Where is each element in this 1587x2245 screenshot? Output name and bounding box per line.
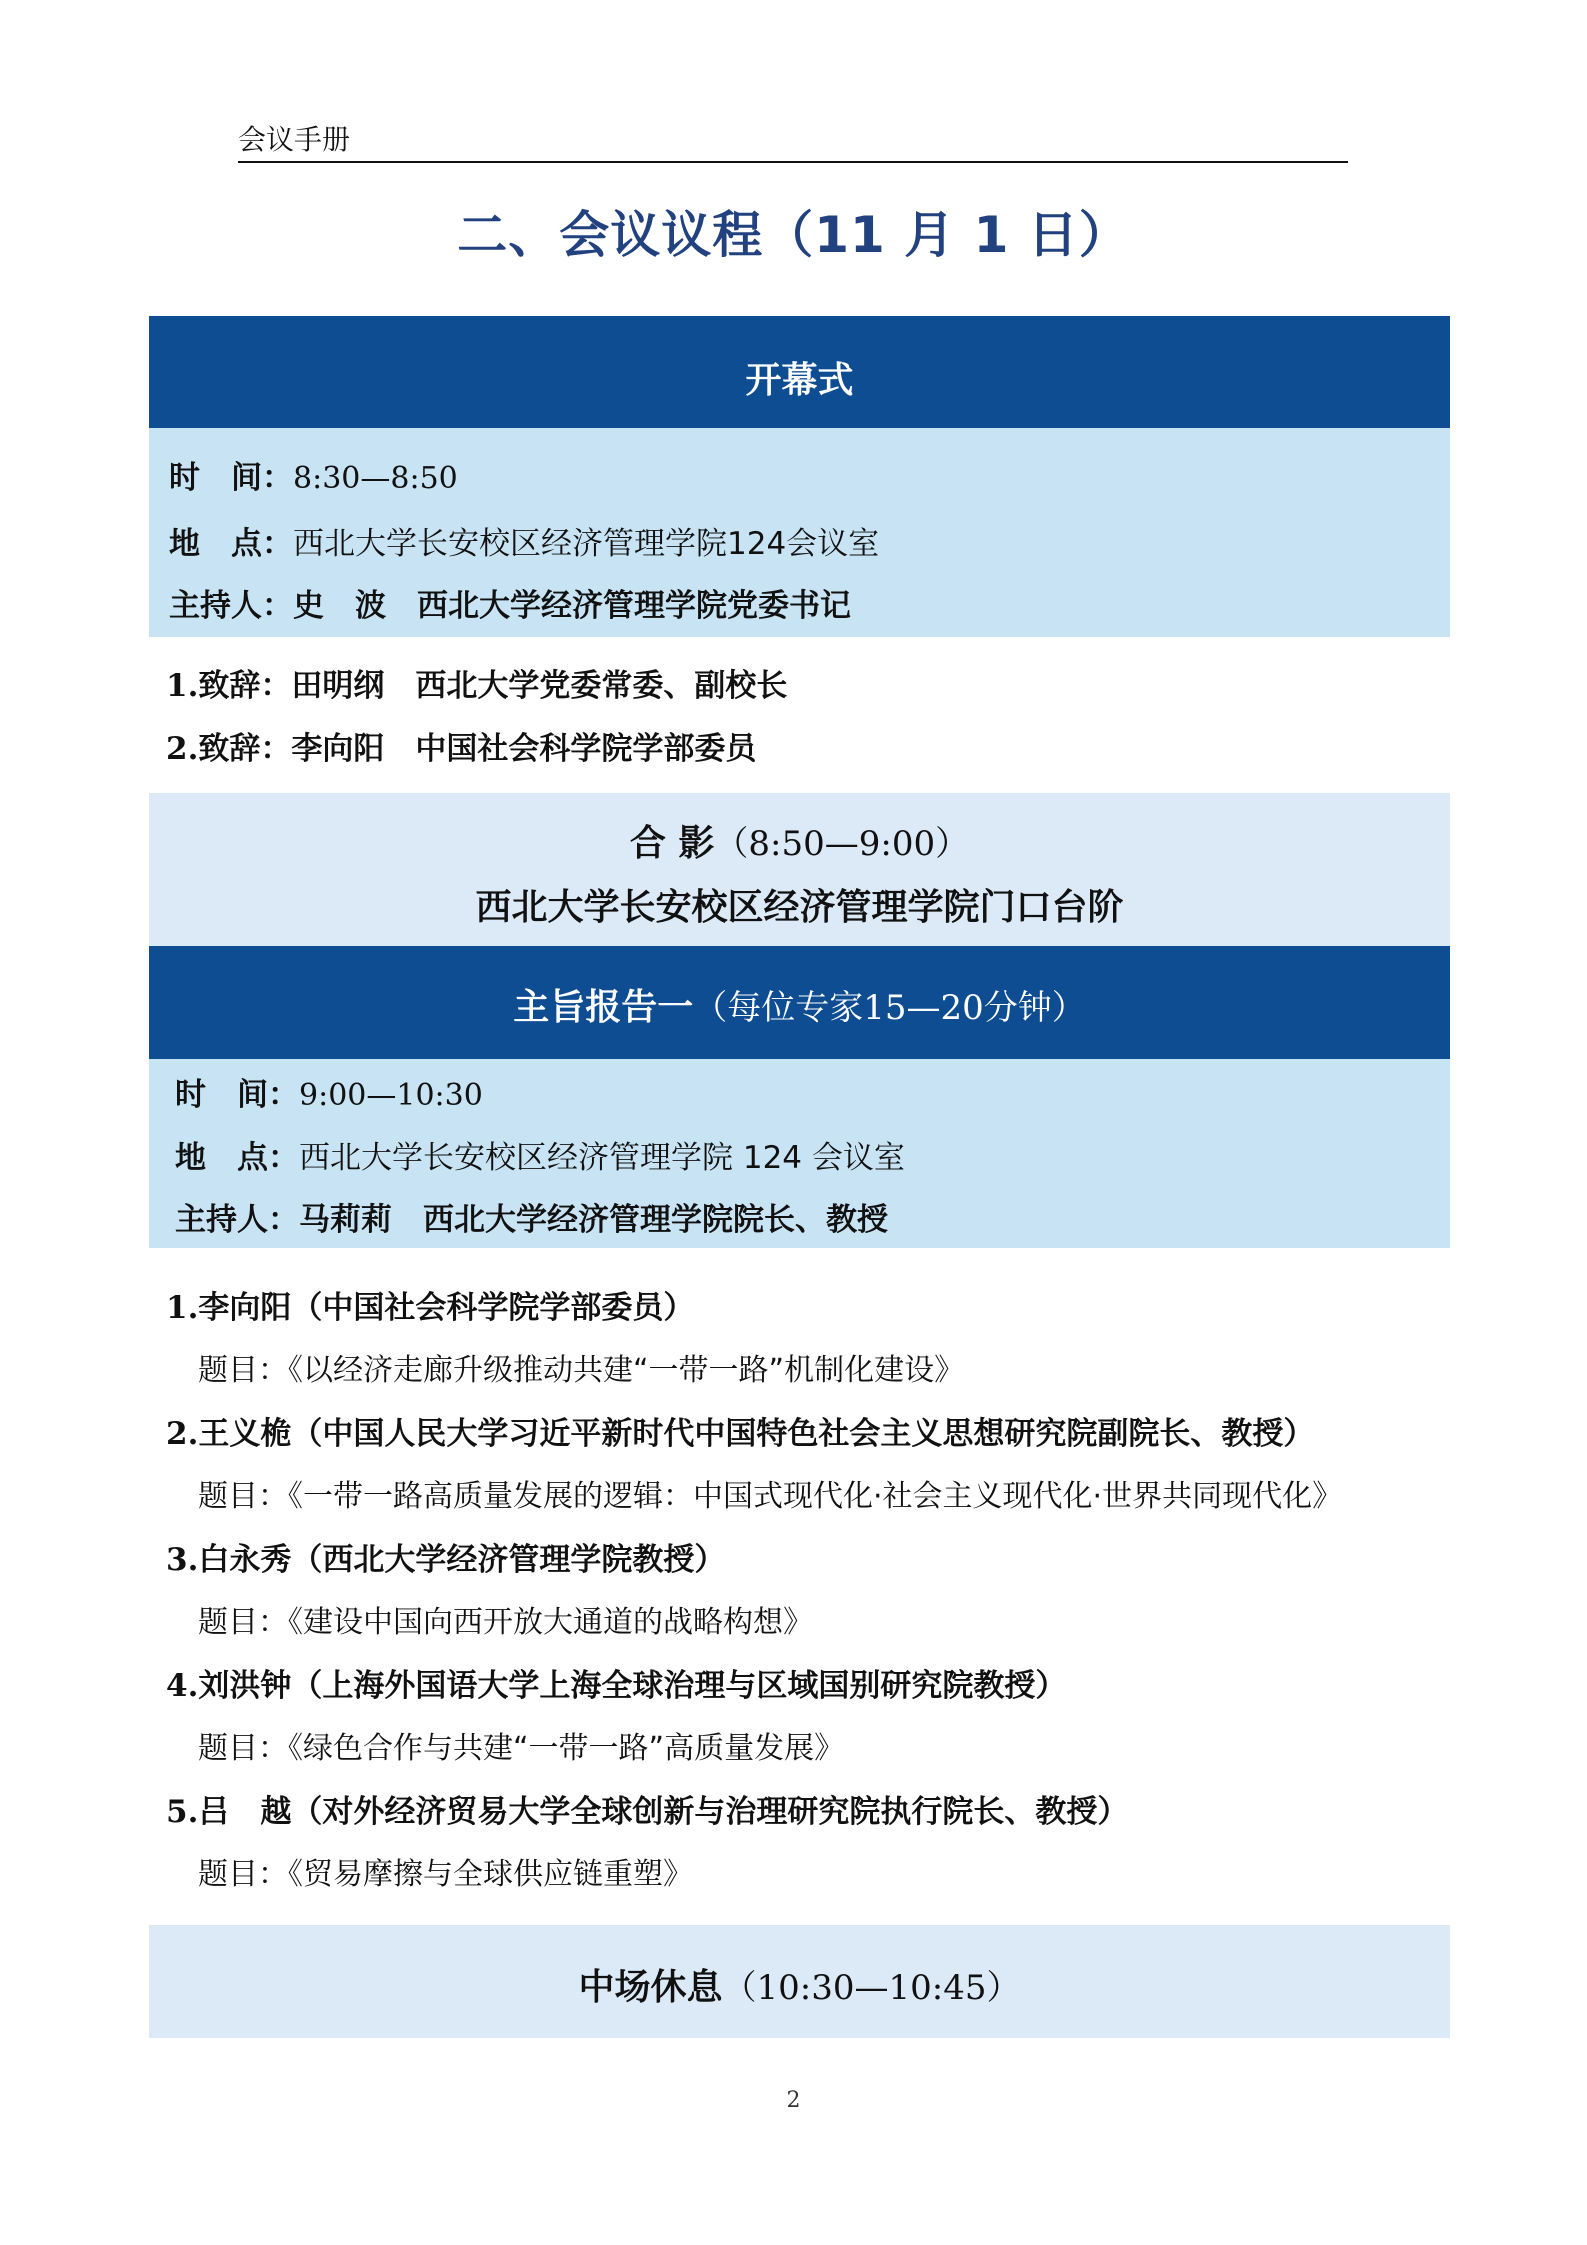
page-number: 2: [786, 2088, 801, 2113]
talk-topic: 题目：《以经济走廊升级推动共建“一带一路”机制化建设》: [198, 1353, 965, 1388]
keynote-info-panel: [149, 1059, 1450, 1248]
photo-heading: [149, 815, 1450, 866]
talk-speaker-text: 刘洪钟（上海外国语大学上海全球治理与区域国别研究院教授）: [198, 1668, 1067, 1704]
keynote-time-label: 时 间：: [175, 1077, 299, 1113]
break-heading: [149, 1959, 1450, 2010]
break-time: （10:30—10:45）: [722, 1968, 1021, 2008]
photo-time: （8:50—9:00）: [714, 824, 970, 864]
opening-host-value: 史 波 西北大学经济管理学院党委书记: [293, 588, 851, 624]
talk-speaker: [166, 1660, 1066, 1705]
speech-text: 致辞：李向阳 中国社会科学院学部委员: [198, 731, 757, 767]
talk-number: 2.: [166, 1416, 199, 1452]
opening-time-label: 时 间：: [169, 460, 293, 496]
page-title: 二、会议议程（11 月 1 日）: [457, 206, 1130, 264]
talk-topic: 题目：《建设中国向西开放大通道的战略构想》: [198, 1605, 813, 1640]
talk-number: 4.: [166, 1668, 199, 1704]
opening-time-value: 8:30—8:50: [293, 461, 458, 496]
talk-speaker-text: 李向阳（中国社会科学院学部委员）: [198, 1290, 695, 1326]
opening-time-row: [169, 452, 458, 497]
opening-place-label: 地 点：: [169, 526, 293, 562]
talk-speaker: [166, 1408, 1314, 1453]
talk-speaker: [166, 1786, 1128, 1831]
speech-item: [166, 660, 787, 705]
keynote-time-value: 9:00—10:30: [299, 1078, 483, 1113]
opening-title: 开幕式: [745, 360, 854, 401]
talk-speaker-text: 吕 越（对外经济贸易大学全球创新与治理研究院执行院长、教授）: [198, 1794, 1129, 1830]
speech-text: 致辞：田明纲 西北大学党委常委、副校长: [198, 668, 788, 704]
opening-section-header: [149, 316, 1450, 428]
document-header: 会议手册: [238, 123, 351, 156]
keynote-place-label: 地 点：: [175, 1140, 299, 1176]
keynote-place-row: [175, 1132, 905, 1177]
talk-speaker: [166, 1282, 694, 1327]
talk-number: 1.: [166, 1290, 199, 1326]
break-title: 中场休息: [578, 1967, 723, 2008]
keynote-title: 主旨报告一: [513, 987, 694, 1028]
break-section: [149, 1925, 1450, 2038]
opening-info-panel: [149, 428, 1450, 637]
talk-topic: 题目：《一带一路高质量发展的逻辑：中国式现代化·社会主义现代化·世界共同现代化》: [198, 1479, 1343, 1514]
talk-speaker: [166, 1534, 725, 1579]
header-divider: [238, 161, 1348, 163]
opening-place-row: [169, 518, 879, 563]
talk-topic: 题目：《绿色合作与共建“一带一路”高质量发展》: [198, 1731, 845, 1766]
speech-number: 2.: [166, 731, 199, 767]
photo-title: 合 影: [629, 823, 715, 864]
keynote-heading: [149, 979, 1450, 1030]
opening-host-label: 主持人：: [169, 588, 293, 624]
photo-place: 西北大学长安校区经济管理学院门口台阶: [475, 887, 1124, 928]
talk-speaker-text: 王义桅（中国人民大学习近平新时代中国特色社会主义思想研究院副院长、教授）: [198, 1416, 1315, 1452]
keynote-subtitle: （每位专家15—20分钟）: [693, 988, 1086, 1028]
keynote-host-label: 主持人：: [175, 1202, 299, 1238]
talk-topic: 题目：《贸易摩擦与全球供应链重塑》: [198, 1857, 693, 1892]
photo-section: [149, 793, 1450, 946]
keynote-place-value: 西北大学长安校区经济管理学院 124 会议室: [299, 1140, 905, 1176]
keynote-host-row: [175, 1194, 888, 1239]
opening-place-value: 西北大学长安校区经济管理学院124会议室: [293, 526, 880, 562]
talk-speaker-text: 白永秀（西北大学经济管理学院教授）: [198, 1542, 726, 1578]
speech-item: [166, 723, 756, 768]
opening-host-row: [169, 580, 851, 625]
keynote-host-value: 马莉莉 西北大学经济管理学院院长、教授: [299, 1202, 888, 1238]
talk-number: 3.: [166, 1542, 199, 1578]
speech-number: 1.: [166, 668, 199, 704]
keynote-time-row: [175, 1069, 483, 1114]
talk-number: 5.: [166, 1794, 199, 1830]
keynote-section-header: [149, 946, 1450, 1059]
